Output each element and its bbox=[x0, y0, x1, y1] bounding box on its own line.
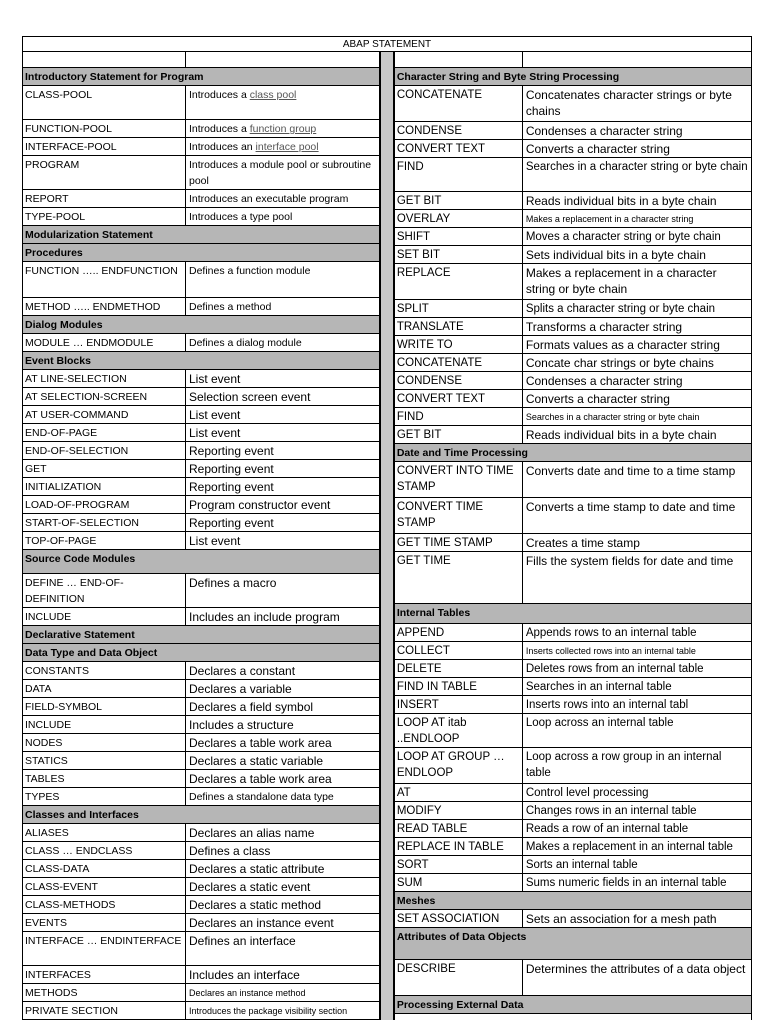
statement-keyword: PROGRAM bbox=[23, 156, 186, 189]
statement-description: Declares a static attribute bbox=[189, 862, 325, 876]
statement-row bbox=[395, 462, 751, 498]
statement-description: Defines a function module bbox=[189, 265, 311, 277]
statement-row bbox=[23, 574, 379, 608]
statement-keyword: DELETE bbox=[395, 660, 523, 677]
statement-keyword: APPEND bbox=[395, 624, 523, 641]
statement-keyword: CLASS-EVENT bbox=[23, 878, 186, 895]
statement-description: Appends rows to an internal table bbox=[525, 627, 697, 639]
statement-keyword: OVERLAY bbox=[395, 210, 523, 227]
statement-description: Reporting event bbox=[189, 516, 274, 530]
statement-row bbox=[23, 496, 379, 514]
section-header bbox=[23, 352, 379, 370]
statement-keyword: FIND bbox=[395, 158, 523, 191]
statement-keyword: CONCATENATE bbox=[395, 86, 523, 121]
statement-row bbox=[23, 298, 379, 316]
statement-keyword: GET BIT bbox=[395, 426, 523, 443]
description-text: Introduces a bbox=[189, 89, 250, 101]
statement-row bbox=[23, 424, 379, 442]
statement-keyword: TRANSLATE bbox=[395, 318, 523, 335]
statement-row bbox=[23, 824, 379, 842]
statement-description bbox=[186, 120, 379, 137]
description-text: Introduces an bbox=[189, 141, 256, 153]
statement-description: Declares a static method bbox=[189, 898, 322, 912]
statement-row bbox=[23, 842, 379, 860]
statement-keyword: CLASS-METHODS bbox=[23, 896, 186, 913]
statement-keyword: MODIFY bbox=[395, 802, 523, 819]
section-header bbox=[395, 996, 751, 1014]
statement-row bbox=[23, 734, 379, 752]
statement-row bbox=[23, 984, 379, 1002]
statement-description: Defines a standalone data type bbox=[189, 791, 334, 803]
statement-keyword: DATA bbox=[23, 680, 186, 697]
statement-row bbox=[23, 662, 379, 680]
statement-keyword: SPLIT bbox=[395, 300, 523, 317]
statement-description: Sums numeric fields in an internal table bbox=[525, 877, 727, 889]
statement-row bbox=[23, 334, 379, 352]
section-header-label: Date and Time Processing bbox=[396, 447, 528, 459]
statement-row bbox=[395, 86, 751, 122]
right-column bbox=[394, 52, 752, 1020]
statement-row bbox=[395, 318, 751, 336]
statement-description: Condenses a character string bbox=[525, 374, 683, 388]
statement-row bbox=[395, 122, 751, 140]
statement-row bbox=[23, 406, 379, 424]
statement-description: Searches in a character string or byte chain bbox=[525, 161, 748, 173]
statement-keyword: INTERFACE-POOL bbox=[23, 138, 186, 155]
statement-row bbox=[395, 534, 751, 552]
section-header bbox=[395, 892, 751, 910]
statement-keyword: DESCRIBE bbox=[395, 960, 523, 995]
statement-keyword: NODES bbox=[23, 734, 186, 751]
statement-description bbox=[186, 86, 379, 119]
statement-row bbox=[395, 264, 751, 300]
statement-description: Declares a field symbol bbox=[189, 700, 314, 714]
section-header bbox=[395, 604, 751, 624]
statement-row bbox=[23, 608, 379, 626]
statement-row bbox=[23, 460, 379, 478]
statement-keyword: DEFINE … END-OF-DEFINITION bbox=[23, 574, 186, 607]
statement-description: Introduces an executable program bbox=[189, 193, 349, 205]
statement-keyword: CLASS-POOL bbox=[23, 86, 186, 119]
statement-row bbox=[395, 748, 751, 784]
statement-description: Sets individual bits in a byte chain bbox=[525, 248, 706, 262]
statement-description: Sets an association for a mesh path bbox=[525, 912, 717, 926]
statement-row bbox=[23, 156, 379, 190]
statement-keyword: CONVERT TIME STAMP bbox=[395, 498, 523, 533]
statement-description: Reporting event bbox=[189, 444, 274, 458]
statement-row bbox=[395, 784, 751, 802]
statement-row bbox=[23, 370, 379, 388]
statement-keyword: EVENTS bbox=[23, 914, 186, 931]
statement-row bbox=[395, 140, 751, 158]
statement-row bbox=[395, 960, 751, 996]
statement-row bbox=[395, 372, 751, 390]
statement-keyword: CLASS … ENDCLASS bbox=[23, 842, 186, 859]
statement-row bbox=[395, 552, 751, 604]
description-text: Introduces a bbox=[189, 123, 250, 135]
statement-keyword: END-OF-SELECTION bbox=[23, 442, 186, 459]
statement-description: Inserts rows into an internal tabl bbox=[525, 699, 689, 711]
statement-row bbox=[395, 210, 751, 228]
statement-row bbox=[395, 820, 751, 838]
glossary-link[interactable]: class pool bbox=[249, 89, 297, 101]
statement-keyword: SHIFT bbox=[395, 228, 523, 245]
statement-description: Changes rows in an internal table bbox=[525, 805, 697, 817]
statement-keyword: SUM bbox=[395, 874, 523, 891]
statement-description: Includes a structure bbox=[189, 718, 294, 732]
section-header-label: Modularization Statement bbox=[25, 229, 153, 241]
statement-row bbox=[395, 714, 751, 748]
statement-keyword: CONDENSE bbox=[395, 122, 523, 139]
statement-keyword: AT USER-COMMAND bbox=[23, 406, 186, 423]
statement-keyword: CONVERT TEXT bbox=[395, 390, 523, 407]
statement-keyword: AT SELECTION-SCREEN bbox=[23, 388, 186, 405]
glossary-link[interactable]: interface pool bbox=[255, 141, 319, 153]
statement-description: List event bbox=[189, 426, 241, 440]
statement-keyword: GET TIME STAMP bbox=[395, 534, 523, 551]
statement-row bbox=[23, 896, 379, 914]
statement-description: Loop across an internal table bbox=[525, 717, 674, 729]
statement-row bbox=[395, 642, 751, 660]
statement-row bbox=[395, 678, 751, 696]
statement-row bbox=[395, 246, 751, 264]
statement-description: Reads a row of an internal table bbox=[525, 823, 689, 835]
statement-row bbox=[23, 914, 379, 932]
section-header-label: Source Code Modules bbox=[25, 553, 136, 565]
blank-row bbox=[23, 52, 379, 68]
statement-keyword: TABLES bbox=[23, 770, 186, 787]
glossary-link[interactable]: function group bbox=[249, 123, 317, 135]
section-header-label: Procedures bbox=[25, 247, 83, 259]
statement-row bbox=[395, 696, 751, 714]
statement-keyword: INTERFACES bbox=[23, 966, 186, 983]
statement-row bbox=[395, 498, 751, 534]
statement-description: Defines a dialog module bbox=[189, 337, 302, 349]
statement-row bbox=[23, 388, 379, 406]
statement-description: Makes a replacement in a character string bbox=[525, 214, 694, 224]
statement-keyword: START-OF-SELECTION bbox=[23, 514, 186, 531]
statement-description: List event bbox=[189, 408, 241, 422]
statement-row bbox=[395, 874, 751, 892]
statement-description: Converts a character string bbox=[525, 142, 670, 156]
section-header-label: Processing External Data bbox=[396, 999, 524, 1011]
section-header bbox=[23, 226, 379, 244]
statement-keyword: FUNCTION-POOL bbox=[23, 120, 186, 137]
statement-description: Defines a class bbox=[189, 844, 271, 858]
statement-row bbox=[395, 660, 751, 678]
statement-keyword: STATICS bbox=[23, 752, 186, 769]
section-header-label: Introductory Statement for Program bbox=[25, 71, 204, 83]
statement-description: Declares an instance event bbox=[189, 916, 334, 930]
statement-description: Program constructor event bbox=[189, 498, 331, 512]
statement-keyword: METHOD ….. ENDMETHOD bbox=[23, 298, 186, 315]
statement-row bbox=[395, 300, 751, 318]
statement-keyword: FIELD-SYMBOL bbox=[23, 698, 186, 715]
statement-description: Declares a static event bbox=[189, 880, 311, 894]
statement-description: Includes an include program bbox=[189, 610, 340, 624]
statement-keyword: TYPES bbox=[23, 788, 186, 805]
statement-description: Reads individual bits in a byte chain bbox=[525, 428, 717, 442]
section-header bbox=[23, 550, 379, 574]
section-header bbox=[23, 626, 379, 644]
section-header-label: Data Type and Data Object bbox=[25, 647, 158, 659]
statement-description: Introduces a module pool or subroutine pool bbox=[189, 159, 372, 187]
statement-keyword: CONSTANTS bbox=[23, 662, 186, 679]
section-header bbox=[23, 316, 379, 334]
statement-keyword: LOOP AT itab ..ENDLOOP bbox=[395, 714, 523, 747]
statement-row bbox=[23, 532, 379, 550]
abap-statement-sheet bbox=[22, 36, 752, 1020]
column-divider bbox=[380, 52, 394, 1020]
statement-description: Declares a table work area bbox=[189, 736, 332, 750]
statement-description: Introduces a type pool bbox=[189, 211, 293, 223]
section-header bbox=[23, 806, 379, 824]
statement-description: Converts date and time to a time stamp bbox=[525, 464, 736, 478]
statement-row bbox=[23, 878, 379, 896]
statement-description bbox=[186, 138, 379, 155]
statement-keyword: GET BIT bbox=[395, 192, 523, 209]
section-header-label: Dialog Modules bbox=[25, 319, 103, 331]
statement-keyword: READ TABLE bbox=[395, 820, 523, 837]
statement-keyword: CONCATENATE bbox=[395, 354, 523, 371]
statement-description: Sorts an internal table bbox=[525, 859, 638, 871]
statement-description: Concate char strings or byte chains bbox=[525, 356, 714, 370]
statement-description: Reporting event bbox=[189, 480, 274, 494]
section-header-label: Internal Tables bbox=[396, 607, 471, 619]
statement-description: Control level processing bbox=[525, 787, 649, 799]
statement-keyword: ALIASES bbox=[23, 824, 186, 841]
section-header bbox=[23, 244, 379, 262]
section-header bbox=[395, 928, 751, 960]
statement-description: Concatenates character strings or byte chains bbox=[525, 88, 732, 118]
statement-row bbox=[23, 716, 379, 734]
statement-keyword: MODULE … ENDMODULE bbox=[23, 334, 186, 351]
section-header bbox=[395, 68, 751, 86]
statement-description: Creates a time stamp bbox=[525, 536, 640, 550]
statement-description: Introduces the package visibility section bbox=[189, 1006, 348, 1016]
statement-keyword: METHODS bbox=[23, 984, 186, 1001]
statement-row bbox=[23, 770, 379, 788]
statement-description: List event bbox=[189, 372, 241, 386]
statement-row bbox=[395, 856, 751, 874]
statement-description: Transforms a character string bbox=[525, 320, 683, 334]
statement-keyword: FIND IN TABLE bbox=[395, 678, 523, 695]
statement-row bbox=[23, 752, 379, 770]
statement-keyword: CONVERT TEXT bbox=[395, 140, 523, 157]
statement-description: Selection screen event bbox=[189, 390, 311, 404]
statement-keyword: END-OF-PAGE bbox=[23, 424, 186, 441]
statement-description: List event bbox=[189, 534, 241, 548]
statement-row bbox=[23, 86, 379, 120]
statement-description: Defines a method bbox=[189, 301, 272, 313]
statement-row bbox=[23, 190, 379, 208]
statement-description: Determines the attributes of a data object bbox=[525, 962, 746, 976]
statement-description: Splits a character string or byte chain bbox=[525, 303, 716, 315]
statement-keyword: INSERT bbox=[395, 696, 523, 713]
statement-keyword: LOAD-OF-PROGRAM bbox=[23, 496, 186, 513]
statement-row bbox=[23, 966, 379, 984]
statement-keyword: COLLECT bbox=[395, 642, 523, 659]
section-header-label: Event Blocks bbox=[25, 355, 91, 367]
statement-description: Declares a static variable bbox=[189, 754, 324, 768]
statement-description: Reporting event bbox=[189, 462, 274, 476]
statement-row bbox=[395, 336, 751, 354]
statement-row bbox=[395, 910, 751, 928]
statement-description: Includes an interface bbox=[189, 968, 300, 982]
statement-row bbox=[23, 138, 379, 156]
statement-description: Reads individual bits in a byte chain bbox=[525, 194, 717, 208]
statement-keyword: REPORT bbox=[23, 190, 186, 207]
statement-keyword: CONDENSE bbox=[395, 372, 523, 389]
statement-row bbox=[23, 514, 379, 532]
statement-keyword: FIND bbox=[395, 408, 523, 425]
statement-row bbox=[395, 390, 751, 408]
statement-description: Declares a variable bbox=[189, 682, 292, 696]
statement-keyword: CONVERT INTO TIME STAMP bbox=[395, 462, 523, 497]
section-header-label: Classes and Interfaces bbox=[25, 809, 139, 821]
statement-keyword: FUNCTION ….. ENDFUNCTION bbox=[23, 262, 186, 297]
statement-keyword: INTERFACE … ENDINTERFACE bbox=[23, 932, 186, 965]
statement-row bbox=[395, 158, 751, 192]
statement-keyword: SORT bbox=[395, 856, 523, 873]
statement-keyword: INCLUDE bbox=[23, 608, 186, 625]
statement-row bbox=[395, 228, 751, 246]
sheet-title: ABAP STATEMENT bbox=[22, 36, 752, 52]
statement-keyword: TOP-OF-PAGE bbox=[23, 532, 186, 549]
statement-description: Loop across a row group in an internal table bbox=[525, 751, 722, 779]
statement-row bbox=[23, 680, 379, 698]
statement-description: Makes a replacement in a character string or byte chain bbox=[525, 266, 717, 296]
statement-description: Moves a character string or byte chain bbox=[525, 231, 721, 243]
statement-row bbox=[395, 802, 751, 820]
statement-keyword: AT bbox=[395, 784, 523, 801]
statement-keyword: GET bbox=[23, 460, 186, 477]
statement-keyword: TYPE-POOL bbox=[23, 208, 186, 225]
statement-keyword: CLASS-DATA bbox=[23, 860, 186, 877]
section-header bbox=[23, 644, 379, 662]
statement-description: Defines an interface bbox=[189, 934, 296, 948]
statement-keyword: INCLUDE bbox=[23, 716, 186, 733]
statement-keyword: LOOP AT GROUP … ENDLOOP bbox=[395, 748, 523, 783]
statement-description: Defines a macro bbox=[189, 576, 277, 590]
statement-row bbox=[395, 838, 751, 856]
statement-row bbox=[395, 624, 751, 642]
statement-keyword: PRIVATE SECTION bbox=[23, 1002, 186, 1019]
statement-row bbox=[23, 262, 379, 298]
statement-keyword: AT LINE-SELECTION bbox=[23, 370, 186, 387]
section-header-label: Attributes of Data Objects bbox=[396, 931, 527, 943]
statement-row bbox=[23, 208, 379, 226]
section-header bbox=[23, 68, 379, 86]
statement-row bbox=[395, 354, 751, 372]
statement-row bbox=[23, 788, 379, 806]
statement-description: Declares an instance method bbox=[189, 988, 306, 998]
statement-description: Searches in an internal table bbox=[525, 681, 672, 693]
section-header bbox=[395, 444, 751, 462]
statement-keyword: SET ASSOCIATION bbox=[395, 910, 523, 927]
statement-row bbox=[23, 478, 379, 496]
left-column bbox=[22, 52, 380, 1020]
statement-description: Declares a table work area bbox=[189, 772, 332, 786]
statement-description: Makes a replacement in an internal table bbox=[525, 841, 733, 853]
statement-row bbox=[23, 1002, 379, 1020]
statement-row bbox=[395, 408, 751, 426]
statement-keyword: SET BIT bbox=[395, 246, 523, 263]
statement-description: Declares an alias name bbox=[189, 826, 315, 840]
statement-row bbox=[23, 698, 379, 716]
statement-keyword: REPLACE bbox=[395, 264, 523, 299]
statement-row bbox=[23, 860, 379, 878]
statement-row bbox=[23, 932, 379, 966]
statement-keyword: INITIALIZATION bbox=[23, 478, 186, 495]
statement-description: Fills the system fields for date and time bbox=[525, 554, 734, 568]
statement-description: Converts a time stamp to date and time bbox=[525, 500, 736, 514]
statement-row bbox=[395, 426, 751, 444]
statement-description: Inserts collected rows into an internal table bbox=[525, 646, 696, 656]
statement-keyword: GET TIME bbox=[395, 552, 523, 603]
statement-description: Searches in a character string or byte chain bbox=[525, 412, 700, 422]
statement-keyword: WRITE TO bbox=[395, 336, 523, 353]
statement-description: Deletes rows from an internal table bbox=[525, 663, 704, 675]
statement-description: Declares a constant bbox=[189, 664, 296, 678]
blank-row bbox=[395, 52, 751, 68]
section-header-label: Declarative Statement bbox=[25, 629, 135, 641]
statement-description: Formats values as a character string bbox=[525, 338, 720, 352]
statement-row bbox=[23, 120, 379, 138]
statement-keyword: REPLACE IN TABLE bbox=[395, 838, 523, 855]
statement-row bbox=[395, 192, 751, 210]
section-header-label: Character String and Byte String Processing bbox=[396, 71, 620, 83]
statement-description: Condenses a character string bbox=[525, 124, 683, 138]
statement-description: Converts a character string bbox=[525, 392, 670, 406]
section-header-label: Meshes bbox=[396, 895, 436, 907]
statement-row bbox=[23, 442, 379, 460]
